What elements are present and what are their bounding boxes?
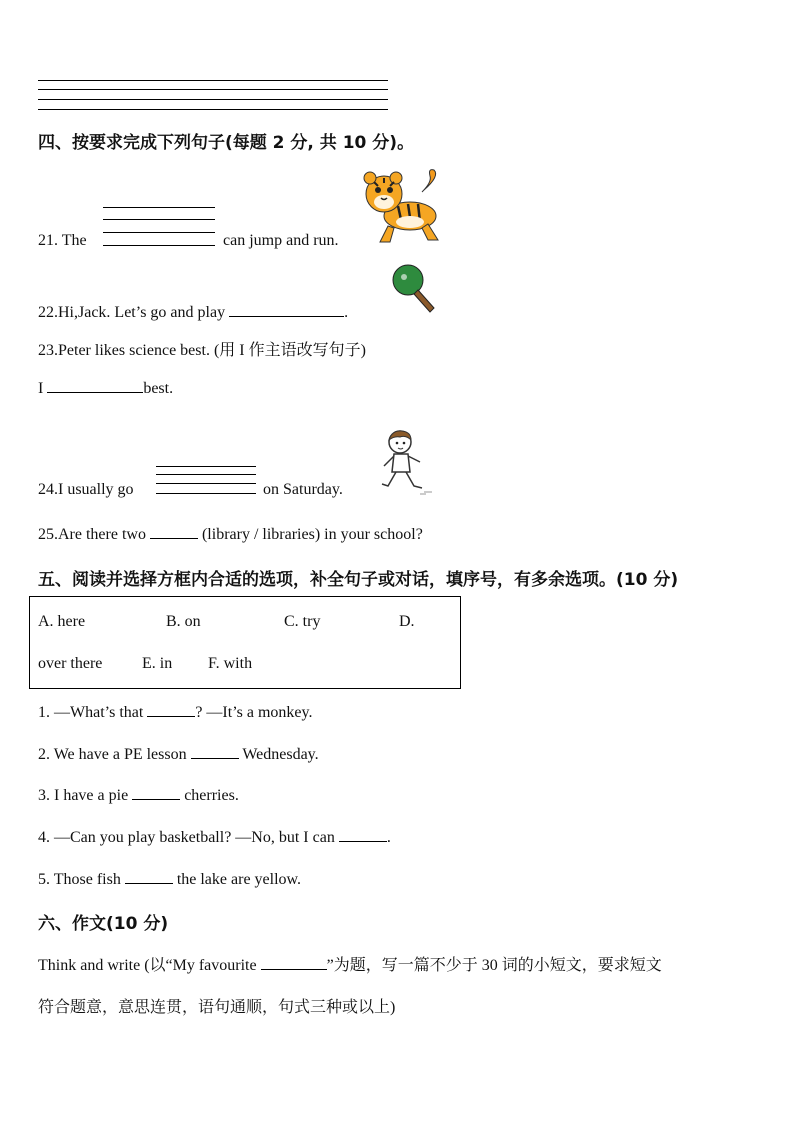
answer-blank[interactable] [229, 302, 344, 317]
answer-blank[interactable] [150, 524, 198, 539]
question-5-1 [38, 702, 312, 722]
question-end: ? —It’s a monkey. [195, 704, 313, 721]
answer-end: best. [143, 380, 174, 397]
option-e: E. in [142, 655, 173, 672]
section-4-heading: 四、按要求完成下列句子(每题 2 分, 共 10 分)。 [38, 133, 415, 153]
ping-pong-paddle-icon [390, 262, 440, 314]
question-end: cherries. [184, 787, 239, 804]
option-c: C. try [284, 613, 321, 630]
answer-blank[interactable] [339, 827, 387, 842]
option-d: D. [399, 613, 415, 630]
answer-line [38, 99, 388, 100]
question-5-5 [38, 869, 301, 889]
question-25 [38, 524, 423, 544]
answer-line [38, 89, 388, 90]
option-b: B. on [166, 613, 201, 630]
question-text: 3. I have a pie [38, 787, 129, 804]
answer-line [103, 232, 215, 233]
answer-line [156, 474, 256, 475]
running-boy-icon [380, 428, 436, 496]
question-24: 24.I usually go [38, 481, 134, 498]
answer-blank[interactable] [125, 869, 173, 884]
question-5-4 [38, 827, 391, 847]
section-6-heading: 六、作文(10 分) [38, 914, 169, 934]
option-f: F. with [208, 655, 253, 672]
writing-prompt-line-2: 符合题意，意思连贯，语句通顺，句式三种或以上) [38, 999, 396, 1016]
question-21 [38, 232, 87, 250]
question-end: . [386, 829, 391, 846]
question-number: 21 [38, 232, 54, 249]
question-5-3 [38, 785, 239, 805]
answer-line [156, 483, 256, 484]
question-end: Wednesday. [242, 746, 319, 763]
question-24-end: on Saturday. [263, 481, 343, 498]
title-blank[interactable] [261, 955, 327, 970]
prompt-text: Think and write (以“My favourite [38, 957, 257, 974]
question-22 [38, 302, 348, 322]
question-21-end: can jump and run. [223, 232, 339, 249]
answer-line [38, 80, 388, 81]
question-23: 23.Peter likes science best. (用 I 作主语改写句子) [38, 342, 366, 359]
answer-line[interactable] [103, 245, 215, 246]
option-d-text: over there [38, 655, 103, 672]
question-text: 4. —Can you play basketball? —No, but I can [38, 829, 335, 846]
answer-blank[interactable] [191, 744, 239, 759]
answer-line [156, 466, 256, 467]
question-end: (library / libraries) in your school? [201, 526, 423, 543]
answer-line [103, 207, 215, 208]
question-text: 2. We have a PE lesson [38, 746, 187, 763]
options-box [29, 596, 461, 689]
section-5-heading: 五、阅读并选择方框内合适的选项，补全句子或对话，填序号，有多余选项。(10 分) [38, 570, 679, 590]
prompt-text: ”为题，写一篇不少于 30 词的小短文，要求短文 [326, 957, 662, 974]
question-end: the lake are yellow. [176, 871, 302, 888]
question-text: 5. Those fish [38, 871, 121, 888]
answer-blank[interactable] [147, 702, 195, 717]
question-text: 1. —What’s that [38, 704, 144, 721]
tiger-icon [360, 168, 450, 248]
question-text: 22.Hi,Jack. Let’s go and play [38, 304, 226, 321]
question-text: 25.Are there two [38, 526, 146, 543]
question-5-2 [38, 744, 319, 764]
question-23-answer [38, 378, 173, 398]
question-end: . [344, 304, 349, 321]
answer-start: I [38, 380, 44, 397]
answer-blank[interactable] [47, 378, 143, 393]
answer-line [103, 219, 215, 220]
answer-blank[interactable] [132, 785, 180, 800]
option-a: A. here [38, 613, 86, 630]
question-text: . The [54, 232, 87, 249]
writing-prompt-line-1 [38, 952, 662, 975]
answer-line[interactable] [156, 493, 256, 494]
answer-line [38, 109, 388, 110]
